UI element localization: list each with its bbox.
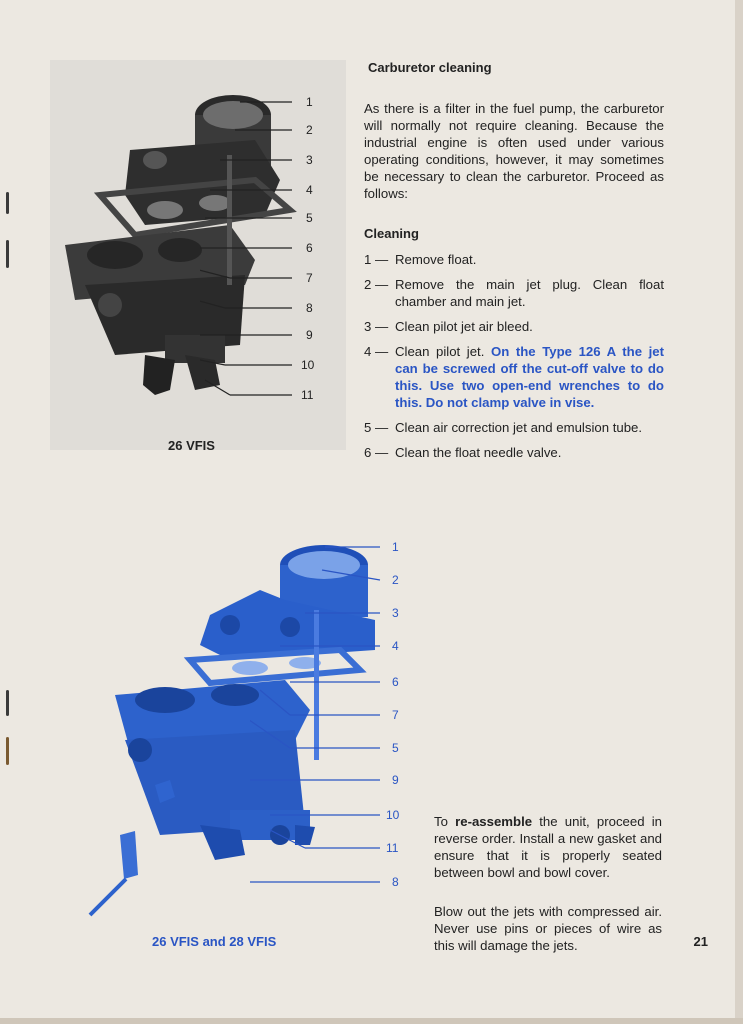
callout-label: 3 [306, 153, 313, 167]
callout-label: 1 [306, 95, 313, 109]
callout-label: 1 [392, 540, 399, 554]
callout-label: 6 [306, 241, 313, 255]
intro-paragraph: As there is a filter in the fuel pump, the carburetor will normally not require cleaning. Because the industrial engine is often used under various operating conditions, however, it may sometimes be necessary to clean the carburetor. Proceed as follows: [364, 101, 664, 201]
callout-label: 5 [392, 741, 399, 755]
step-text: Remove float. [395, 252, 477, 267]
callout-label: 2 [306, 123, 313, 137]
callout-label: 10 [301, 358, 315, 372]
step-number: 6 — [364, 445, 389, 460]
callout-label: 11 [386, 841, 399, 855]
callout-label: 2 [392, 573, 399, 587]
step-number: 2 — [364, 277, 389, 292]
step-item [364, 318, 664, 335]
callout-label: 3 [392, 606, 399, 620]
figure-caption-bottom: 26 VFIS and 28 VFIS [152, 934, 277, 949]
page-edge [735, 0, 743, 1024]
page-bottom-edge [0, 1018, 743, 1024]
reassemble-paragraph: To re-assemble the unit, proceed in reverse order. Install a new gasket and ensure that it is properly seated between bowl and bowl cover. [434, 814, 662, 880]
callout-label: 5 [306, 211, 313, 225]
type-126a-note: On the Type 126 A the jet can be screwed off the cut-off valve to do this. Use two open-end wrenches to do this. Do not clamp valve in vise. [395, 344, 664, 410]
step-item [364, 343, 664, 411]
step-text: Clean pilot jet air bleed. [395, 319, 533, 334]
reassemble-bold: re-assemble [455, 814, 533, 829]
step-item [364, 251, 664, 268]
callout-label: 6 [392, 675, 399, 689]
section-title: Carburetor cleaning [368, 60, 492, 75]
callout-label: 7 [392, 708, 399, 722]
step-text: Remove the main jet plug. Clean float chamber and main jet. [395, 277, 664, 309]
step-number: 4 — [364, 344, 389, 359]
cleaning-steps [364, 251, 664, 469]
callouts-bottom [250, 540, 410, 895]
callout-label: 4 [392, 639, 399, 653]
callout-label: 9 [306, 328, 313, 342]
step-item [364, 444, 664, 461]
callouts-top [200, 90, 330, 410]
step-item [364, 419, 664, 436]
step-item [364, 276, 664, 310]
step-text: Clean pilot jet. On the Type 126 A the jet can be screwed off the cut-off valve to do this. Use two open-end wrenches to do this. Do not clamp valve in vise. [395, 344, 664, 410]
blow-out-paragraph: Blow out the jets with compressed air. Never use pins or pieces of wire as this will damage the jets. [434, 904, 662, 953]
step-number: 5 — [364, 420, 389, 435]
callout-label: 9 [392, 773, 399, 787]
subsection-title: Cleaning [364, 226, 419, 241]
callout-label: 10 [386, 808, 400, 822]
callout-label: 4 [306, 183, 313, 197]
step-text: Clean air correction jet and emulsion tube. [395, 420, 643, 435]
step-text: Clean the float needle valve. [395, 445, 562, 460]
step-number: 1 — [364, 252, 389, 267]
callout-label: 8 [392, 875, 399, 889]
binder-mark [6, 192, 9, 214]
callout-label: 8 [306, 301, 313, 315]
binder-mark [6, 737, 9, 765]
binder-mark [6, 690, 9, 716]
step-number: 3 — [364, 319, 389, 334]
callout-label: 11 [301, 388, 314, 402]
figure-caption-top: 26 VFIS [168, 438, 215, 453]
callout-label: 7 [306, 271, 313, 285]
binder-mark [6, 240, 9, 268]
page-number: 21 [693, 934, 708, 949]
